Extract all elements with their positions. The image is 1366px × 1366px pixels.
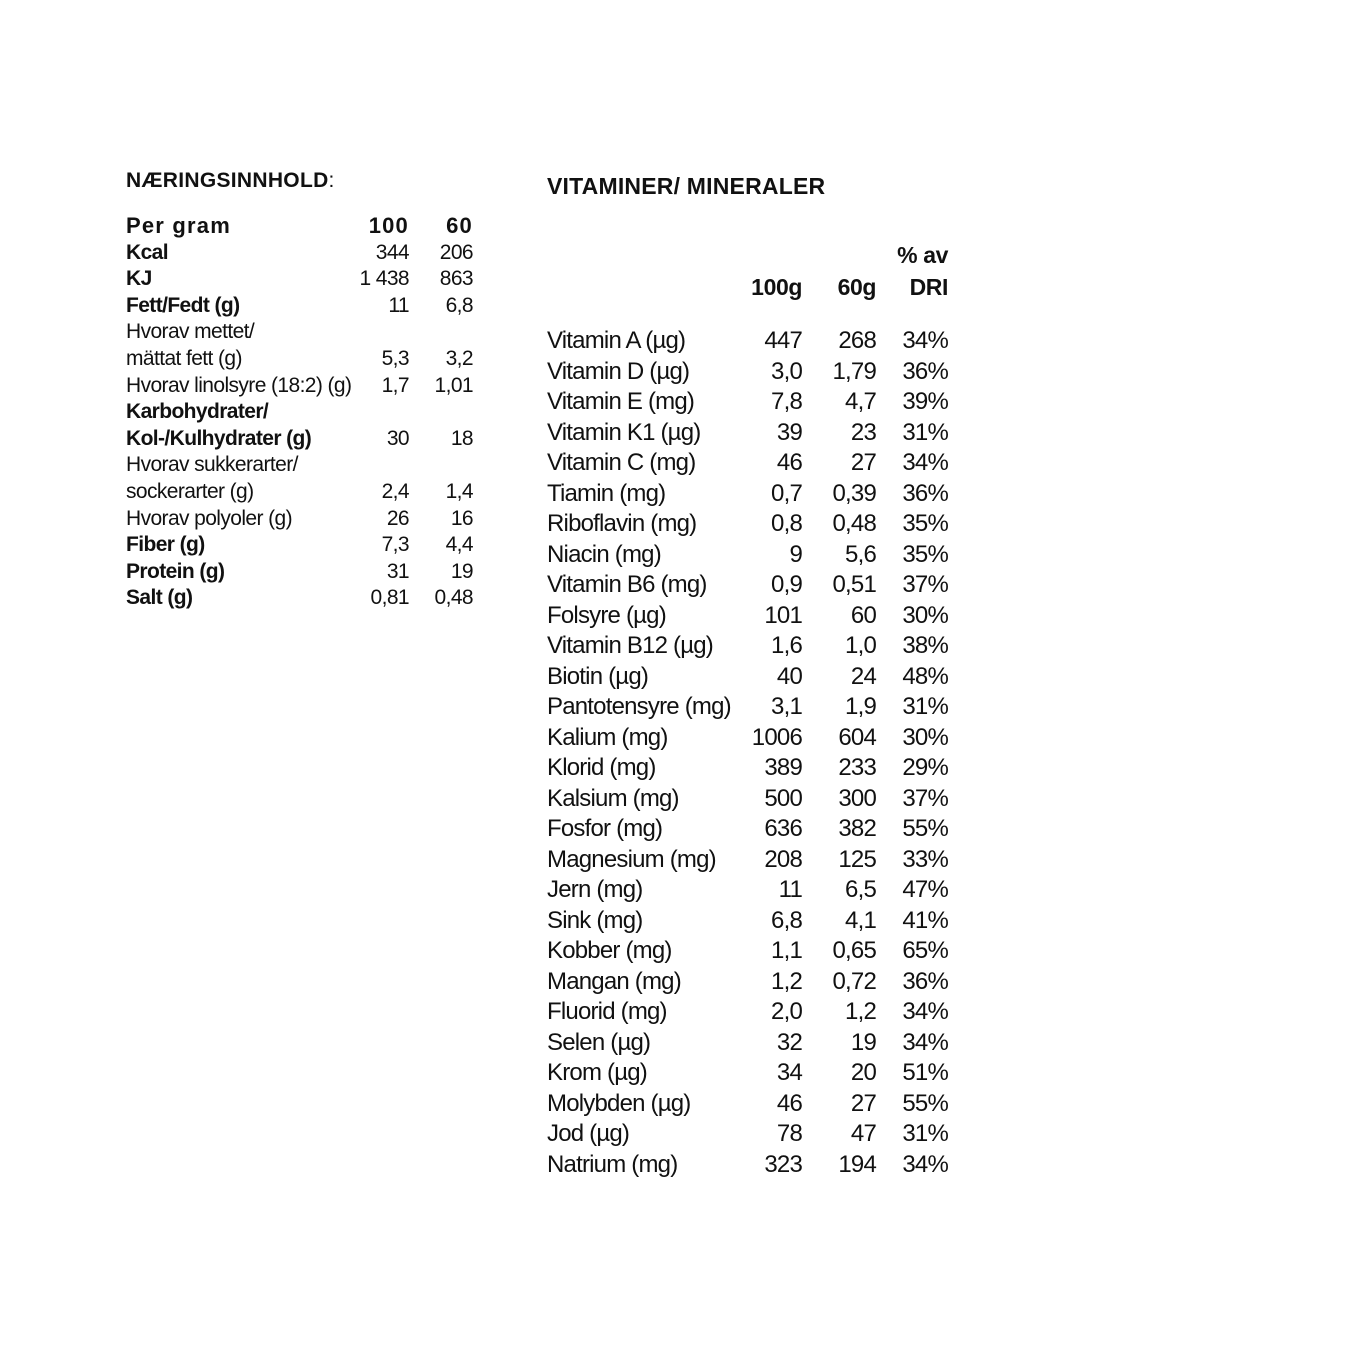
vitamin-label: Vitamin C (mg) (547, 449, 696, 476)
nutrient-value-60: 6,8 (445, 293, 473, 317)
nutrition-header-row (126, 213, 486, 240)
vitamin-label: Vitamin D (µg) (547, 357, 690, 385)
vitamin-value-dri: 36% (902, 967, 948, 995)
nutrient-value-100: 7,3 (381, 533, 409, 557)
nutrition-title (126, 166, 486, 196)
vitamin-row (547, 570, 967, 601)
vitamins-header-dri-line1: % av (897, 242, 948, 268)
nutrition-row (126, 585, 486, 612)
vitamin-value-dri: 41% (902, 906, 948, 934)
vitamin-row (547, 784, 967, 815)
vitamin-value-100g: 1,2 (771, 967, 802, 995)
vitamins-title: VITAMINER/ MINERALER (547, 173, 826, 199)
vitamin-row (547, 509, 967, 540)
vitamin-value-100g: 6,8 (771, 906, 802, 934)
vitamin-label: Magnesium (mg) (547, 845, 716, 873)
vitamin-row (547, 997, 967, 1028)
vitamin-value-60g: 233 (838, 754, 876, 781)
vitamin-value-100g: 3,0 (771, 357, 802, 385)
nutrient-label: sockerarter (g) (126, 479, 254, 503)
vitamin-value-100g: 34 (776, 1059, 802, 1086)
vitamin-label: Vitamin K1 (µg) (547, 418, 701, 446)
nutrition-row (126, 559, 486, 586)
nutrient-value-60: 4,4 (445, 533, 473, 557)
nutrient-label: Kol-/Kulhydrater (g) (126, 426, 312, 450)
nutrient-label: KJ (126, 267, 152, 291)
vitamin-row (547, 967, 967, 998)
vitamin-value-100g: 40 (776, 662, 802, 690)
vitamin-value-100g: 1,1 (771, 937, 802, 964)
vitamin-value-60g: 6,5 (845, 876, 876, 903)
vitamin-label: Kobber (mg) (547, 937, 672, 964)
vitamins-header-60g: 60g (837, 274, 876, 300)
vitamin-label: Selen (µg) (547, 1028, 651, 1056)
vitamin-value-100g: 46 (776, 1089, 802, 1117)
nutrient-label: Salt (g) (126, 586, 193, 610)
vitamin-value-dri: 38% (902, 632, 948, 659)
vitamin-row (547, 906, 967, 937)
vitamin-row (547, 692, 967, 723)
nutrient-value-100: 344 (375, 240, 409, 264)
vitamin-row (547, 662, 967, 693)
nutrient-value-100: 2,4 (381, 479, 409, 503)
vitamin-label: Biotin (µg) (547, 662, 649, 690)
vitamin-value-dri: 55% (902, 815, 948, 842)
vitamin-value-dri: 34% (902, 449, 948, 476)
nutrient-value-100: 30 (386, 426, 409, 450)
nutrition-title-colon: : (328, 169, 335, 192)
vitamin-row (547, 448, 967, 479)
vitamin-value-60g: 1,0 (845, 632, 876, 659)
vitamin-value-60g: 47 (850, 1120, 876, 1147)
vitamins-panel (547, 170, 967, 1180)
nutrient-value-100: 1,7 (381, 373, 409, 397)
vitamin-value-60g: 1,79 (832, 357, 876, 385)
nutrient-value-100: 0,81 (370, 586, 409, 610)
nutrition-table (126, 213, 486, 612)
nutrition-header-60: 60 (446, 213, 473, 238)
nutrition-rows (126, 240, 486, 612)
vitamin-value-100g: 447 (764, 327, 802, 354)
vitamin-label: Folsyre (µg) (547, 601, 666, 629)
vitamin-value-dri: 33% (902, 845, 948, 873)
nutrient-label: Hvorav sukkerarter/ (126, 453, 298, 477)
vitamin-value-dri: 31% (902, 418, 948, 446)
vitamin-row (547, 1150, 967, 1181)
vitamin-value-dri: 39% (902, 388, 948, 415)
nutrition-row (126, 479, 486, 506)
vitamin-value-dri: 34% (902, 327, 948, 354)
vitamin-row (547, 326, 967, 357)
nutrition-row (126, 319, 486, 346)
nutrient-label: Protein (g) (126, 559, 225, 583)
nutrition-row (126, 293, 486, 320)
vitamin-label: Vitamin B12 (µg) (547, 632, 713, 659)
vitamin-value-100g: 46 (776, 449, 802, 476)
nutrient-value-60: 206 (439, 240, 473, 264)
vitamin-value-60g: 23 (850, 418, 876, 446)
vitamin-value-100g: 9 (789, 540, 802, 568)
vitamins-header (547, 226, 967, 314)
vitamin-value-60g: 4,7 (845, 388, 876, 415)
vitamin-value-dri: 48% (902, 662, 948, 690)
vitamin-value-dri: 31% (902, 693, 948, 720)
nutrient-label: Kcal (126, 240, 168, 264)
vitamin-row (547, 387, 967, 418)
vitamin-value-100g: 0,8 (771, 510, 802, 537)
vitamin-label: Fluorid (mg) (547, 998, 667, 1025)
nutrient-value-60: 16 (450, 506, 473, 530)
vitamin-row (547, 479, 967, 510)
vitamin-label: Vitamin E (mg) (547, 388, 695, 415)
vitamin-value-60g: 0,51 (832, 571, 876, 598)
vitamin-value-60g: 1,9 (845, 693, 876, 720)
vitamin-value-100g: 389 (764, 754, 802, 781)
vitamin-value-dri: 51% (902, 1059, 948, 1086)
nutrient-label: mättat fett (g) (126, 346, 242, 370)
vitamin-value-60g: 24 (850, 662, 876, 690)
nutrient-label: Hvorav linolsyre (18:2) (g) (126, 373, 352, 397)
nutrient-label: Hvorav mettet/ (126, 320, 255, 344)
nutrient-value-100: 5,3 (381, 346, 409, 370)
vitamin-value-100g: 32 (776, 1028, 802, 1056)
vitamin-value-100g: 1,6 (771, 632, 802, 659)
nutrition-row (126, 506, 486, 533)
vitamin-label: Tiamin (mg) (547, 479, 666, 507)
nutrient-label: Karbohydrater/ (126, 400, 269, 424)
vitamin-value-dri: 37% (902, 571, 948, 598)
vitamin-row (547, 357, 967, 388)
vitamin-value-dri: 35% (902, 540, 948, 568)
nutrition-row (126, 373, 486, 400)
nutrient-value-60: 18 (450, 426, 473, 450)
vitamin-label: Riboflavin (mg) (547, 510, 697, 537)
vitamins-header-dri-line2: DRI (909, 274, 948, 300)
vitamin-value-dri: 37% (902, 784, 948, 812)
nutrient-value-60: 0,48 (434, 586, 473, 610)
nutrition-row (126, 240, 486, 267)
nutrition-row (126, 346, 486, 373)
vitamin-row (547, 936, 967, 967)
vitamin-row (547, 845, 967, 876)
vitamin-value-60g: 0,72 (832, 967, 876, 995)
vitamin-value-dri: 65% (902, 937, 948, 964)
vitamin-row (547, 1058, 967, 1089)
vitamin-label: Fosfor (mg) (547, 815, 663, 842)
vitamin-value-60g: 27 (850, 1089, 876, 1117)
nutrient-value-60: 863 (439, 267, 473, 291)
vitamin-value-dri: 55% (902, 1089, 948, 1117)
vitamin-label: Vitamin B6 (mg) (547, 571, 707, 598)
vitamin-value-60g: 194 (838, 1150, 876, 1178)
vitamin-value-100g: 78 (776, 1120, 802, 1147)
vitamin-label: Krom (µg) (547, 1059, 647, 1086)
vitamin-label: Vitamin A (µg) (547, 327, 686, 354)
nutrient-label: Fiber (g) (126, 533, 205, 557)
vitamin-label: Natrium (mg) (547, 1150, 678, 1178)
vitamin-value-100g: 39 (776, 418, 802, 446)
nutrition-row (126, 452, 486, 479)
vitamin-row (547, 1089, 967, 1120)
nutrition-header-label: Per gram (126, 213, 231, 238)
vitamin-label: Mangan (mg) (547, 967, 681, 995)
vitamin-value-dri: 34% (902, 1028, 948, 1056)
vitamin-value-dri: 36% (902, 479, 948, 507)
nutrient-value-60: 3,2 (445, 346, 473, 370)
vitamin-label: Sink (mg) (547, 906, 643, 934)
vitamin-value-60g: 1,2 (845, 998, 876, 1025)
vitamin-value-dri: 47% (902, 876, 948, 903)
vitamin-value-60g: 60 (850, 601, 876, 629)
vitamin-value-100g: 11 (778, 876, 802, 903)
nutrition-row (126, 426, 486, 453)
vitamin-value-60g: 268 (838, 327, 876, 354)
vitamin-value-100g: 3,1 (771, 693, 802, 720)
nutrient-label: Hvorav polyoler (g) (126, 506, 292, 530)
nutrient-value-60: 1,4 (445, 479, 473, 503)
vitamin-label: Kalsium (mg) (547, 784, 679, 812)
vitamin-value-60g: 20 (850, 1059, 876, 1086)
vitamin-row (547, 1119, 967, 1150)
vitamin-label: Jod (µg) (547, 1120, 630, 1147)
vitamin-value-100g: 101 (764, 601, 802, 629)
vitamin-row (547, 753, 967, 784)
vitamin-value-60g: 0,65 (832, 937, 876, 964)
vitamin-value-100g: 7,8 (771, 388, 802, 415)
vitamin-value-60g: 300 (838, 784, 876, 812)
vitamin-label: Molybden (µg) (547, 1089, 691, 1117)
vitamin-value-100g: 0,9 (771, 571, 802, 598)
vitamin-value-100g: 323 (764, 1150, 802, 1178)
nutrient-value-100: 11 (388, 293, 409, 317)
nutrition-row (126, 532, 486, 559)
vitamin-label: Pantotensyre (mg) (547, 693, 731, 720)
vitamin-value-100g: 636 (764, 815, 802, 842)
vitamin-row (547, 418, 967, 449)
nutrition-panel (126, 166, 486, 612)
vitamin-label: Jern (mg) (547, 876, 643, 903)
vitamin-row (547, 540, 967, 571)
vitamin-row (547, 601, 967, 632)
vitamin-value-dri: 34% (902, 1150, 948, 1178)
nutrient-label: Fett/Fedt (g) (126, 293, 240, 317)
vitamin-row (547, 1028, 967, 1059)
vitamin-value-100g: 1006 (751, 723, 802, 751)
vitamin-label: Klorid (mg) (547, 754, 656, 781)
nutrition-title-text: NÆRINGSINNHOLD (126, 169, 329, 192)
vitamin-value-100g: 500 (764, 784, 802, 812)
nutrient-value-60: 1,01 (434, 373, 473, 397)
vitamin-value-60g: 4,1 (845, 906, 876, 934)
nutrition-header-100: 100 (368, 213, 409, 238)
nutrient-value-60: 19 (450, 559, 473, 583)
vitamin-value-dri: 34% (902, 998, 948, 1025)
vitamins-table (547, 326, 967, 1180)
vitamin-value-60g: 5,6 (845, 540, 876, 568)
vitamin-value-dri: 35% (902, 510, 948, 537)
vitamins-header-100g: 100g (751, 274, 802, 300)
vitamin-value-100g: 208 (764, 845, 802, 873)
vitamin-value-60g: 382 (838, 815, 876, 842)
vitamin-value-100g: 0,7 (771, 479, 802, 507)
vitamin-label: Niacin (mg) (547, 540, 661, 568)
vitamin-row (547, 875, 967, 906)
vitamin-row (547, 723, 967, 754)
vitamin-value-60g: 0,48 (832, 510, 876, 537)
nutrient-value-100: 31 (386, 559, 409, 583)
vitamin-value-60g: 604 (838, 723, 876, 751)
nutrition-row (126, 266, 486, 293)
vitamin-value-dri: 30% (902, 723, 948, 751)
vitamin-value-dri: 31% (902, 1120, 948, 1147)
vitamin-value-60g: 27 (850, 449, 876, 476)
nutrition-row (126, 399, 486, 426)
vitamin-label: Kalium (mg) (547, 723, 668, 751)
vitamin-value-60g: 0,39 (832, 479, 876, 507)
vitamin-value-100g: 2,0 (771, 998, 802, 1025)
nutrient-value-100: 1 438 (359, 267, 409, 291)
vitamin-row (547, 814, 967, 845)
vitamin-value-dri: 29% (902, 754, 948, 781)
vitamin-value-60g: 125 (838, 845, 876, 873)
vitamin-row (547, 631, 967, 662)
vitamin-value-dri: 36% (902, 357, 948, 385)
nutrient-value-100: 26 (386, 506, 409, 530)
vitamin-value-60g: 19 (850, 1028, 876, 1056)
vitamin-value-dri: 30% (902, 601, 948, 629)
